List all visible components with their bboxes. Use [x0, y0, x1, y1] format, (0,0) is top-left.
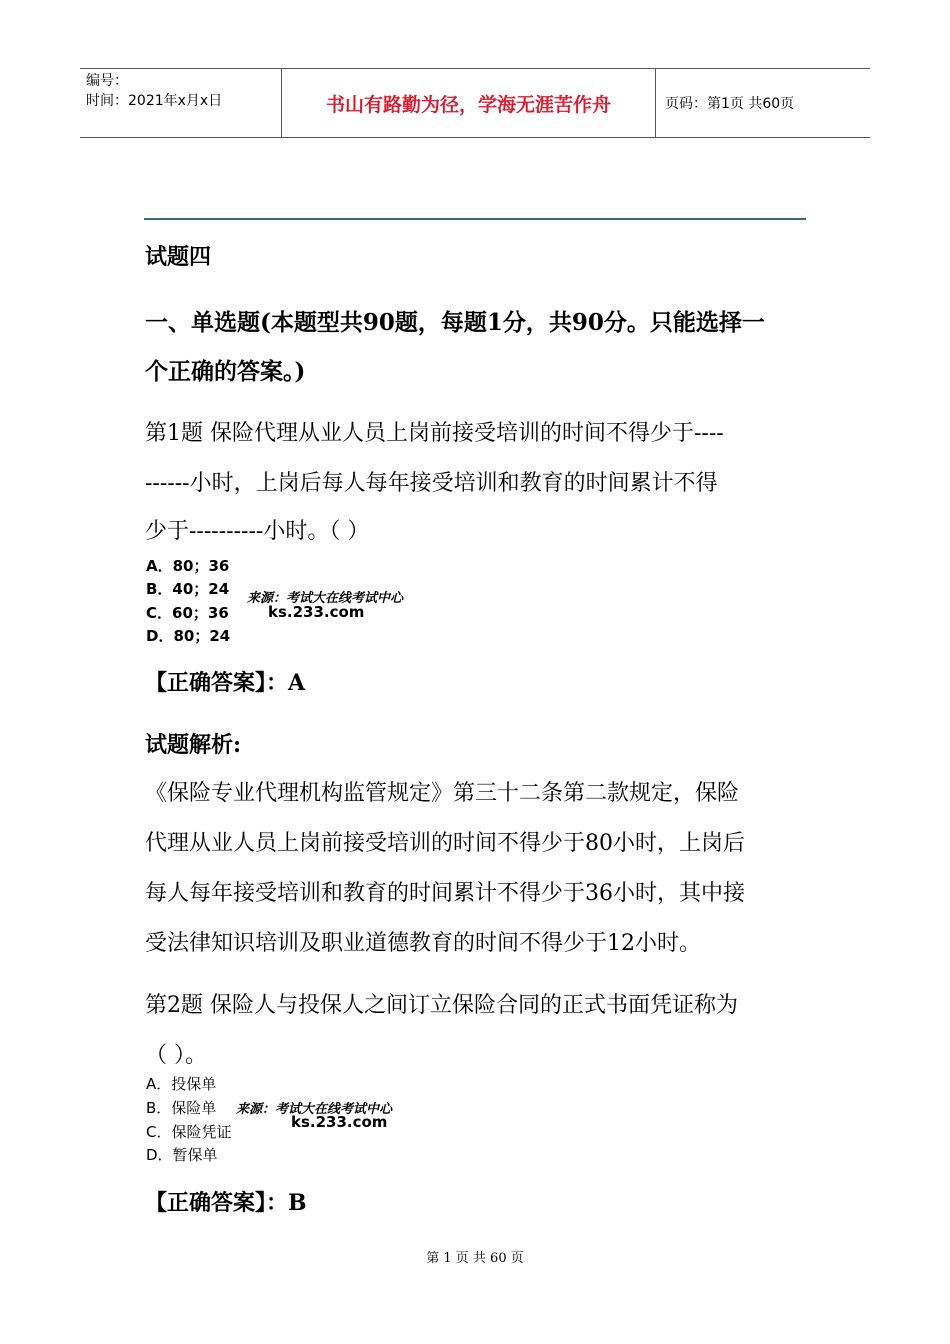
number-label: 编号：	[86, 73, 128, 89]
header-motto: 书山有路勤为径，学海无涯苦作舟	[281, 69, 656, 137]
instructions-line-1: 一、单选题(本题型共90题，每题1分，共90分。只能选择一	[145, 309, 765, 336]
time-label: 时间：2021年x月x日	[86, 93, 223, 109]
header-meta	[80, 69, 281, 137]
q1-option-c: C．60；36	[146, 604, 229, 622]
q1-watermark-source: 来源：考试大在线考试中心	[247, 591, 404, 606]
q2-watermark-source: 来源：考试大在线考试中心	[236, 1102, 393, 1117]
q1-analysis-title: 试题解析:	[145, 732, 242, 758]
page-footer: 第 1 页 共 60 页	[426, 1251, 524, 1266]
q2-text-line-2: （ ）。	[145, 1043, 207, 1068]
q2-option-b: B．保险单	[146, 1099, 217, 1117]
q2-option-d: D．暂保单	[146, 1146, 218, 1164]
q1-watermark-site: ks.233.com	[268, 603, 365, 621]
q2-watermark-site: ks.233.com	[291, 1113, 388, 1131]
q1-text-line-3: 少于----------小时。（ ）	[145, 519, 370, 544]
q1-option-b: B．40；24	[146, 580, 230, 598]
q1-option-a: A．80；36	[146, 557, 230, 575]
q2-answer: 【正确答案】：B	[145, 1190, 307, 1216]
section-title: 试题四	[145, 244, 212, 270]
q2-text-line-1: 第2题 保险人与投保人之间订立保险合同的正式书面凭证称为	[145, 993, 738, 1018]
q1-analysis-line-4: 受法律知识培训及职业道德教育的时间不得少于12小时。	[145, 931, 701, 956]
q1-analysis-line-1: 《保险专业代理机构监管规定》第三十二条第二款规定，保险	[145, 781, 740, 806]
q1-answer: 【正确答案】：A	[145, 670, 306, 696]
page-header	[80, 68, 870, 138]
q1-text-line-1: 第1题 保险代理从业人员上岗前接受培训的时间不得少于----	[145, 421, 724, 446]
header-page-label: 页码：第1页 共60页	[665, 96, 795, 112]
q1-option-d: D．80；24	[146, 627, 231, 645]
title-divider	[144, 218, 806, 220]
instructions-line-2: 个正确的答案。)	[145, 358, 306, 385]
q1-text-line-2: ------小时，上岗后每人每年接受培训和教育的时间累计不得	[145, 471, 718, 496]
q1-analysis-line-2: 代理从业人员上岗前接受培训的时间不得少于80小时，上岗后	[145, 831, 745, 856]
q2-option-c: C．保险凭证	[146, 1123, 232, 1141]
q1-analysis-line-3: 每人每年接受培训和教育的时间累计不得少于36小时，其中接	[145, 881, 745, 906]
q2-option-a: A．投保单	[146, 1075, 217, 1093]
